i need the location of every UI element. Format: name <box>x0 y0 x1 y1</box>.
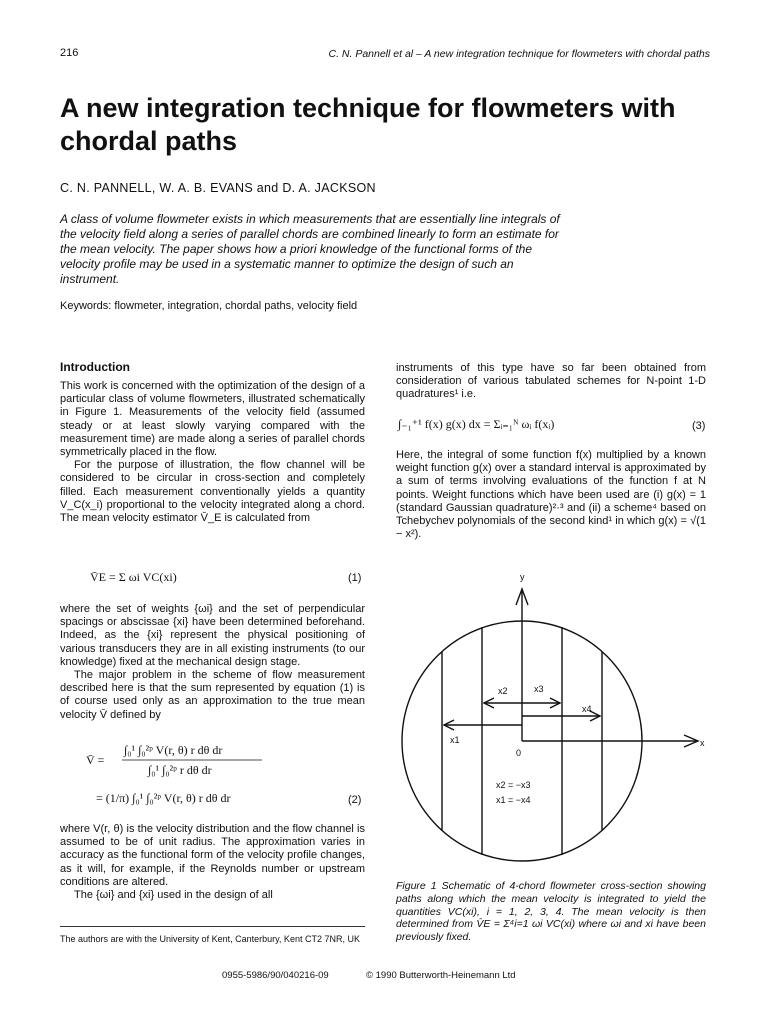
y-axis-label: y <box>520 575 525 582</box>
figure-1-caption: Figure 1 Schematic of 4-chord flowmeter cross-section showing paths along which the mean velocity is integrated to yield the quantities VC(xi), i = 1, 2, 3, 4. The mean velocity is then determined from V̄E = Σ⁴i=1 ωi VC(xi) where ωi and xi have been previously fixed. <box>396 880 706 944</box>
svg-text:∫₋₁⁺¹ f(x) g(x) dx = Σᵢ₌₁ᴺ ωᵢ: ∫₋₁⁺¹ f(x) g(x) dx = Σᵢ₌₁ᴺ ωᵢ f(xᵢ) <box>398 417 555 431</box>
svg-text:= (1/π) ∫₀¹ ∫₀²ᵖ V(r, θ) r dθ: = (1/π) ∫₀¹ ∫₀²ᵖ V(r, θ) r dθ dr <box>96 791 231 805</box>
article-identifier: 0955-5986/90/040216-09 <box>222 970 329 981</box>
relation-x1-x4: x1 = −x4 <box>496 795 531 805</box>
copyright-notice: © 1990 Butterworth-Heinemann Ltd <box>366 970 516 981</box>
paragraph: where the set of weights {ωi} and the set of perpendicular spacings or abscissae {xi} have been determined beforehand. Indeed, as the {xi} represent the physical positioning of various transducers they are in all existing instruments (to our knowledge) fixed at the mechanical design stage. <box>60 603 365 668</box>
paragraph: where V(r, θ) is the velocity distribution and the flow channel is assumed to be of unit radius. The approximation varies in accuracy as the functional form of the velocity profile changes, as it will, for example, if the Reynolds number or upstream conditions are altered. <box>60 823 365 888</box>
x-axis-label: x <box>700 738 705 748</box>
paragraph: The major problem in the scheme of flow measurement described here is that the sum represented by equation (1) is of course used only as an approximation to the true mean velocity V̄ defined by <box>60 669 365 721</box>
left-column-bottom <box>60 823 365 902</box>
running-head: C. N. Pannell et al – A new integration technique for flowmeters with chordal paths <box>328 48 710 60</box>
page-number: 216 <box>60 47 79 59</box>
relation-x2-x3: x2 = −x3 <box>496 780 531 790</box>
section-heading-introduction: Introduction <box>60 360 130 374</box>
x1-label: x1 <box>450 735 460 745</box>
paragraph: This work is concerned with the optimization of the design of a particular class of volume flowmeters, illustrated schematically in Figure 1. Measurements of the velocity field (assumed steady or at least slowly varying compared with the measurement time) are made along a series of parallel chords symmetrically placed in the flow. <box>60 380 365 459</box>
equation-number-3: (3) <box>692 420 706 432</box>
author-list: C. N. PANNELL, W. A. B. EVANS and D. A. JACKSON <box>60 181 376 195</box>
abstract: A class of volume flowmeter exists in which measurements that are essentially line integrals of the velocity field along a series of parallel chords are combined linearly to form an estimate for the mean velocity. The paper shows how a priori knowledge of the functional forms of the velocity profile may be used in a systematic manner to optimize the design of such an instrument. <box>60 212 560 286</box>
paper-title: A new integration technique for flowmeters with chordal paths <box>60 93 676 156</box>
equation-2 <box>84 740 304 810</box>
equation-number-1: (1) <box>348 572 362 584</box>
svg-text:V̄ =: V̄ = <box>86 753 105 767</box>
x2-label: x2 <box>498 686 508 696</box>
equation-number-2: (2) <box>348 794 362 806</box>
paragraph: For the purpose of illustration, the flow channel will be considered to be circular in cross-section and completely filled. Each measurement conventionally yields a quantity V_C(x_i) proportional to the velocity integrated along a chord. The mean velocity estimator V̄_E is calculated from <box>60 459 365 525</box>
svg-text:∫₀¹ ∫₀²ᵖ V(r, θ) r dθ dr: ∫₀¹ ∫₀²ᵖ V(r, θ) r dθ dr <box>124 743 223 757</box>
right-column-top: instruments of this type have so far been obtained from consideration of various tabulated schemes for N-point 1-D quadratures¹ i.e. <box>396 362 706 401</box>
footnote-rule <box>60 926 365 927</box>
figure-1-schematic <box>396 575 716 875</box>
paragraph: The {ωi} and {xi} used in the design of all <box>74 889 273 902</box>
x3-label: x3 <box>534 684 544 694</box>
affiliation-footnote: The authors are with the University of Kent, Canterbury, Kent CT2 7NR, UK <box>60 934 360 944</box>
equation-3 <box>396 404 636 440</box>
x4-label: x4 <box>582 704 592 714</box>
origin-label: 0 <box>516 748 522 758</box>
equation-1: V̄E = Σ ωi VC(xi) <box>90 570 177 584</box>
left-column-middle <box>60 603 365 722</box>
left-column-top <box>60 380 365 525</box>
right-column-middle: Here, the integral of some function f(x) multiplied by a known weight function g(x) over a standard interval is approximated by a sum of terms involving evaluations of the function f at N points. Weight functions which have been used are (i) g(x) = 1 (standard Gaussian quadrature)²·³ and (ii) a scheme⁴ based on Tchebychev polynomials of the second kind¹ in which g(x) = √(1 − x²). <box>396 449 706 541</box>
keywords: Keywords: flowmeter, integration, chordal paths, velocity field <box>60 300 358 312</box>
svg-text:∫₀¹ ∫₀²ᵖ r dθ dr: ∫₀¹ ∫₀²ᵖ r dθ dr <box>148 763 212 777</box>
